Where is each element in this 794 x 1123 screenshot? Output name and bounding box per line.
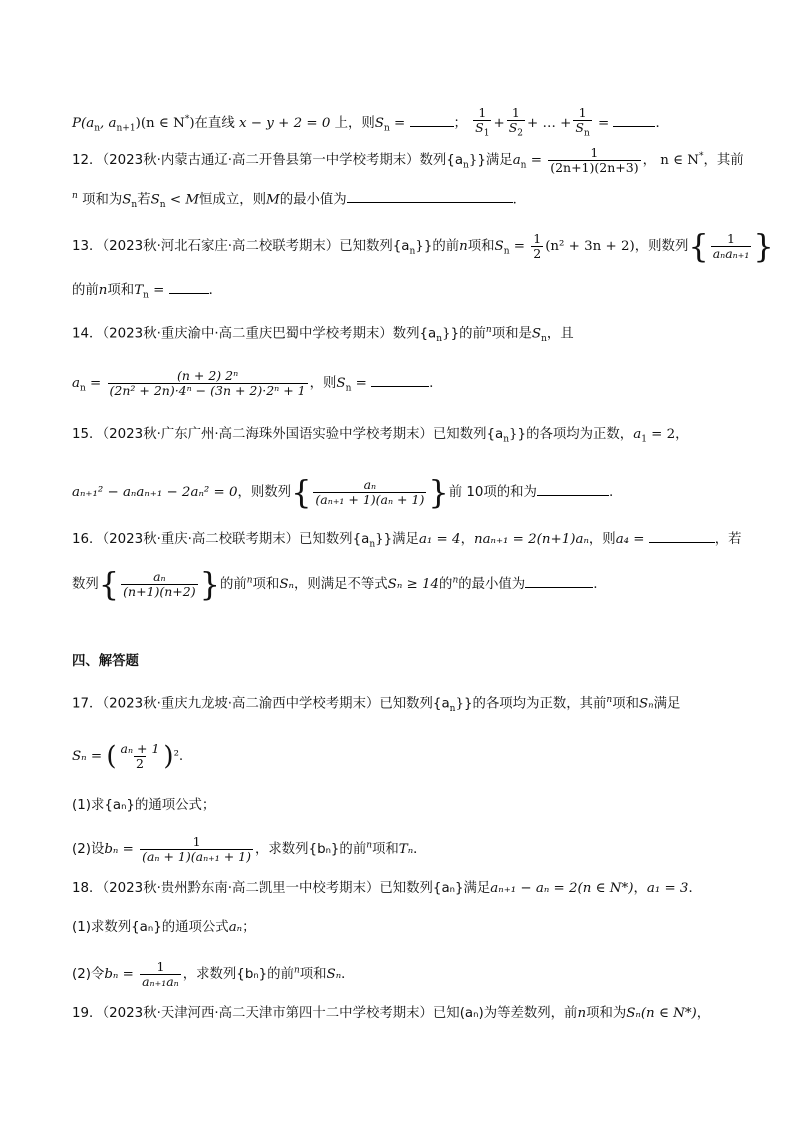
q13-front2: 的前 (72, 283, 99, 298)
q14-and: ，且 (546, 326, 574, 342)
q16-then: ，则 (588, 532, 616, 547)
q16-line1: 16．（2023秋·重庆·高二校联考期末）已知数列$\{a_n\}$}满足a₁ = 4，naₙ₊₁ = 2(n+1)aₙ，则a₄ = ，若 (72, 532, 742, 550)
q13-t: T (134, 283, 144, 298)
q18-p2-sum: 项和 (299, 967, 327, 982)
q12-if: 若 (137, 192, 151, 208)
q14-line2: $a_n$ = $\frac{\text{(n + 2) 2ⁿ}}{\text{(2n² + 2n)·4ⁿ − (3n + 2)·2ⁿ + 1}}$ ，则$S_n$ = . (72, 368, 434, 398)
semicolon: ； (453, 115, 467, 131)
q18-recurrence: aₙ₊₁ − aₙ = 2(n ∈ N*) (490, 881, 634, 896)
q16-line2: 数列{ $\frac{\text{aₙ}}{(n+1)(n+2)}$ }的前$^n$项和Sₙ，则满足不等式Sₙ ≥ 14的$^n$的最小值为 . (72, 565, 598, 604)
q12-m: M (266, 192, 280, 208)
q17-sn: Sₙ (639, 696, 654, 712)
q14-then: ，则 (309, 376, 337, 391)
q17-line2: Sₙ = ( $\frac{\text{aₙ + 1}}{2}$ )². (72, 741, 184, 772)
q15-line2: aₙ₊₁² − aₙaₙ₊₁ − 2aₙ² = 0，则数列{ $\frac{\text{aₙ}}{\text{(aₙ₊₁ + 1)(aₙ + 1)}}$ }前 10项的和为 . (72, 473, 614, 512)
q12-line2: $^n$ 项和为$S_n$若$S_n < M$恒成立，则M的最小值为 ． (72, 191, 527, 211)
q16-ineq: Sₙ ≥ 14 (387, 577, 440, 592)
q12-n-in-n: ， n ∈ N (642, 153, 699, 168)
q17-p2-fraction: $\frac{1}{\text{(aₙ + 1)(aₙ₊₁ + 1)}}$ (142, 834, 251, 864)
q17-n: n (606, 695, 613, 705)
q17-positive: }的各项均为正数，其前 (463, 696, 607, 712)
q16-if: ，若 (714, 532, 742, 547)
q12-lt-m: < M (165, 192, 200, 208)
q12-min: 的最小值为 (279, 192, 347, 208)
q16-front: 的前 (219, 577, 247, 592)
q13-then: ，则数列 (634, 239, 689, 254)
q16-n2: n (452, 575, 459, 586)
q15-line1: 15．（2023秋·广东广州·高二海珠外国语实验中学校考期末）已知数列$\{a_n\}$}的各项均为正数，$a_1 = 2$， (72, 427, 689, 445)
line-equation: x − y + 2 = 0 (238, 115, 331, 131)
q12-eq: = (526, 153, 547, 168)
q17-sum: 项和 (612, 696, 639, 712)
q15-positive: }的各项均为正数， (517, 427, 634, 442)
q17-bn: bₙ = (104, 842, 139, 857)
q12-an: a (512, 153, 521, 168)
equals-2: = (593, 115, 614, 131)
q17-squared: ². (173, 749, 184, 764)
q17-fraction: $\frac{\text{aₙ + 1}}{2}$ (120, 741, 160, 771)
point-p: P(a (72, 115, 95, 131)
q12-always: 恒成立，则 (199, 192, 266, 208)
text-on-line: 在直线 (194, 115, 235, 131)
q18-part2 (72, 960, 355, 989)
q14-seq: 数列{a (392, 326, 437, 342)
q15-first10: 前 10项的和为 (448, 485, 537, 500)
q19-n: n (577, 1006, 587, 1021)
q14-n: n (485, 325, 492, 335)
q13-n2: n (98, 283, 108, 298)
q18-end: ． (688, 881, 702, 896)
q18-p2-fraction: $\frac{1}{\text{aₙ₊₁aₙ}}$ (142, 959, 179, 989)
q17-p2-find: ，求数列{bₙ}的前 (255, 842, 367, 857)
q15-seq: 已知数列{a (432, 427, 504, 442)
q17-p2-n: n (366, 840, 373, 851)
answer-blank-sum[interactable] (613, 114, 655, 127)
q16-source: （2023秋·重庆·高二校联考期末） (102, 532, 300, 547)
q14-source: （2023秋·重庆渝中·高二重庆巴蜀中学校考期末） (102, 326, 393, 342)
q19-sum: 项和为 (586, 1006, 627, 1021)
q17-part1: (1)求{aₙ}的通项公式； (72, 798, 216, 813)
q12-fraction: $\frac{1}{(2n+1)(2n+3)}$ (550, 145, 639, 175)
q15-recurrence: aₙ₊₁² − aₙaₙ₊₁ − 2aₙ² = 0 (72, 485, 238, 500)
q13-eq2: = (148, 283, 169, 298)
q14-eq: = (85, 376, 106, 391)
q19-source: （2023秋·天津河西·高二天津市第四十二中学校考期末） (102, 1006, 433, 1021)
q14-s: S (531, 326, 542, 342)
q18-p2-let: (2)令 (72, 967, 105, 982)
q14-number: 14． (72, 326, 103, 342)
q13-fraction: $\frac{1}{\text{aₙaₙ₊₁}}$ (712, 231, 750, 261)
q12-s: S (122, 192, 132, 208)
frac-1-s1: $\frac{1}{S_1}$ (475, 105, 490, 139)
q11-continuation-line: $P(a_n$, $a_{n+1})(n$ ∈ N*)在直线 x − y + 2 = 0 上，则$S_n$ = ； $\frac{1}{S_1}$ + $\frac{1}{S_2}$ + … + $\frac{1}{S_n}$ = ． (72, 105, 669, 139)
q16-answer-blank-a4[interactable] (649, 530, 715, 543)
q16-fraction: $\frac{\text{aₙ}}{(n+1)(n+2)}$ (123, 569, 196, 599)
q18-p1-an: aₙ (228, 920, 243, 935)
q15-answer-blank[interactable] (537, 483, 609, 496)
q16-comma: ， (460, 532, 474, 547)
q18-p2-n: n (293, 965, 300, 976)
q14-front: }的前 (450, 326, 486, 342)
q19-seq: 已知(aₙ)为等差数列，前 (432, 1006, 578, 1021)
q16-of: 的 (439, 577, 453, 592)
q16-sn: Sₙ (279, 577, 294, 592)
q13-number: 13． (72, 239, 103, 254)
q13-line1: 13．（2023秋·河北石家庄·高二校联考期末）已知数列$\{a_n\}$}的前n项和$S_n$ = $\frac{1}{2}$ (n² + 3n + 2)，则数列{ $\frac{1}{\text{aₙaₙ₊₁}}$ } (72, 227, 774, 266)
q18-part1 (72, 918, 256, 938)
q16-sum: 项和 (252, 577, 280, 592)
q15-number: 15． (72, 427, 103, 442)
q16-seq: 已知数列{a (299, 532, 370, 547)
answer-blank-sn[interactable] (410, 114, 454, 127)
q17-source: （2023秋·重庆九龙坡·高二渝西中学校考期末） (102, 696, 380, 712)
point-p-c: )(n ∈ N (135, 115, 185, 131)
q16-number: 16． (72, 532, 103, 547)
q18-p2-find: ，求数列{bₙ}的前 (182, 967, 294, 982)
q17-part2 (72, 835, 427, 864)
q12-source: （2023秋·内蒙古通辽·高二开鲁县第一中学校考期末） (102, 153, 420, 168)
q17-satisfies: 满足 (653, 696, 681, 712)
q17-line1: 17．（2023秋·重庆九龙坡·高二渝西中学校考期末）已知数列$\{a_n\}$}的各项均为正数，其前$^n$项和Sₙ满足 (72, 695, 681, 715)
sn-symbol: S (374, 115, 384, 131)
q13-n: n (459, 239, 468, 254)
point-p-d: ) (189, 115, 195, 131)
q16-n: n (246, 575, 253, 586)
q16-min: 的最小值为 (458, 577, 526, 592)
q17-p2-tn: Tₙ (398, 842, 414, 857)
q15-source: （2023秋·广东广州·高二海珠外国语实验中学校考期末） (102, 427, 433, 442)
q13-eq: = (509, 239, 530, 254)
q16-a4: a₄ = (615, 532, 649, 547)
q19-comma: ， (696, 1006, 711, 1021)
q13-sum: 项和 (467, 239, 495, 254)
q14-eq2: = (351, 376, 372, 391)
q12-front: ，其前 (703, 153, 744, 168)
q17-number: 17． (72, 696, 103, 712)
q12-line1: 12．（2023秋·内蒙古通辽·高二开鲁县第一中学校考期末）数列$\{a_n\}$}满足$a_n$ = $\frac{1}{(2n+1)(2n+3)}$ ， n ∈ N*，其前 (72, 145, 744, 175)
q18-line1 (72, 879, 702, 899)
q13-s: S (494, 239, 504, 254)
q16-ineq-text: ，则满足不等式 (293, 577, 388, 592)
q13-poly: (n² + 3n + 2) (545, 239, 635, 254)
q18-seq: 已知数列{aₙ}满足 (379, 881, 491, 896)
q13-answer-blank[interactable] (169, 281, 209, 294)
q18-p2-sn: Sₙ (326, 967, 342, 982)
q17-p2-end: ． (413, 842, 427, 857)
q16-seq2: 数列 (72, 577, 99, 592)
q16-recurrence: naₙ₊₁ = 2(n+1)aₙ (473, 532, 589, 547)
q12-s2: S (150, 192, 160, 208)
q15-fraction: $\frac{\text{aₙ}}{\text{(aₙ₊₁ + 1)(aₙ + 1)}}$ (315, 477, 425, 507)
q17-sn-eq: Sₙ = (72, 749, 107, 764)
q13-front: }的前 (423, 239, 460, 254)
q14-fraction: $\frac{\text{(n + 2) 2ⁿ}}{\text{(2n² + 2n)·4ⁿ − (3n + 2)·2ⁿ + 1}}$ (109, 368, 306, 398)
q12-answer-blank[interactable] (347, 190, 513, 203)
q12-n: n (72, 191, 78, 201)
q17-p2-sum: 项和 (372, 842, 399, 857)
q13-line2: 的前n项和$T_n$ = ． (72, 283, 223, 301)
section-heading: 四、解答题 (72, 654, 139, 669)
q18-comma: ， (633, 881, 647, 896)
q16-satisfies: }满足 (383, 532, 419, 547)
q14-line1: 14．（2023秋·重庆渝中·高二重庆巴蜀中学校考期末）数列$\{a_n\}$}的前$^n$项和是$S_n$，且 (72, 325, 574, 345)
q19-number: 19． (72, 1006, 103, 1021)
frac-1-sn: $\frac{1}{S_n}$ (575, 105, 590, 139)
q12-number: 12． (72, 153, 103, 168)
q14-sum-is: 项和是 (491, 326, 532, 342)
q18-a1: a₁ = 3 (646, 881, 689, 896)
q18-number: 18． (72, 881, 103, 896)
q14-s2: S (336, 376, 346, 391)
q18-bn: bₙ = (104, 967, 139, 982)
q14-answer-blank[interactable] (371, 374, 429, 387)
q15-a1: a (633, 427, 642, 442)
ellipsis-plus: + … + (527, 115, 572, 131)
frac-1-s2: $\frac{1}{S_2}$ (508, 105, 524, 139)
q18-source: （2023秋·贵州黔东南·高二凯里一中校考期末） (102, 881, 380, 896)
q12-seq: 数列{a (419, 153, 464, 168)
q13-half: $\frac{1}{2}$ (533, 231, 542, 261)
q18-p1-end: ； (242, 920, 256, 935)
q12-satisfies: }满足 (477, 153, 513, 168)
equals: = (389, 115, 410, 131)
q15-then: ，则数列 (237, 485, 292, 500)
q13-source: （2023秋·河北石家庄·高二校联考期末） (102, 239, 340, 254)
q13-sum2: 项和 (107, 283, 135, 298)
q16-a1: a₁ = 4 (418, 532, 461, 547)
q14-an: a (72, 376, 80, 391)
q12-sum-is: 项和为 (82, 192, 123, 208)
q13-seq: 已知数列{a (339, 239, 410, 254)
point-p-b: , a (100, 115, 117, 131)
q17-seq: 已知数列{a (379, 696, 450, 712)
q19-sn: Sₙ(n ∈ N*) (626, 1006, 697, 1021)
q19-line1 (72, 1004, 710, 1024)
q16-answer-blank-n[interactable] (525, 575, 593, 588)
text-then: 上，则 (334, 115, 375, 131)
q18-p1-text: (1)求数列{aₙ}的通项公式 (72, 920, 229, 935)
q17-p2-let: (2)设 (72, 842, 105, 857)
q18-p2-end: ． (341, 967, 355, 982)
q15-a1-val: = 2， (646, 427, 689, 442)
